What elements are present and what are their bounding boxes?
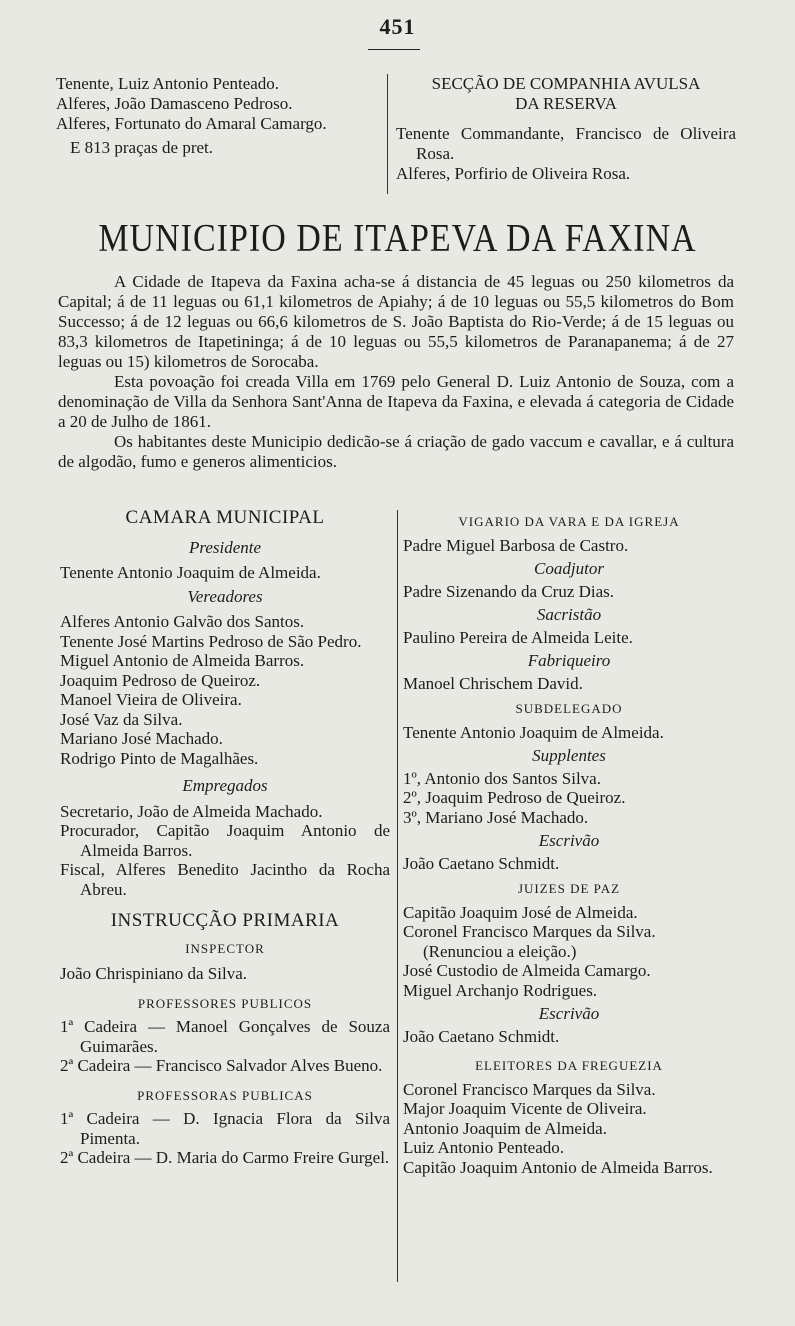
fabriqueiro-name: Manoel Chrischem David. [403, 673, 583, 693]
company-title-line2: DA RESERVA [515, 94, 617, 113]
instruccao-title: INSTRUCÇÃO PRIMARIA [110, 910, 340, 931]
list-item: Alferes Antonio Galvão dos Santos. [60, 612, 305, 631]
supplentes-heading: Supplentes [532, 746, 606, 765]
list-item: 1ª Cadeira — Manoel Gonçalves de Souza Guimarães. [60, 1017, 390, 1056]
list-item: Joaquim Pedroso de Queiroz. [60, 670, 261, 690]
officer-line: Alferes, João Damasceno Pedroso. [56, 94, 293, 113]
list-item: Miguel Archanjo Rodrigues. [403, 980, 598, 1000]
section-title: MUNICIPIO DE ITAPEVA DA FAXINA [98, 217, 697, 260]
inspector-heading: INSPECTOR [185, 940, 265, 956]
list-item: Miguel Antonio de Almeida Barros. [60, 651, 305, 670]
presidente-heading: Presidente [188, 537, 262, 557]
column-divider-bottom [397, 510, 398, 1282]
list-item: Luiz Antonio Penteado. [403, 1138, 565, 1157]
officer-line: Alferes, Fortunato do Amaral Camargo. [56, 114, 327, 133]
list-item: 1º, Antonio dos Santos Silva. [403, 768, 601, 788]
left-column [60, 508, 390, 1168]
fabriqueiro-heading: Fabriqueiro [527, 651, 611, 670]
list-item: Fiscal, Alferes Benedito Jacintho da Rocha Abreu. [60, 860, 390, 899]
sacristao-name: Paulino Pereira de Almeida Leite. [403, 627, 633, 647]
officer-line: Alferes, Porfirio de Oliveira Rosa. [396, 164, 631, 183]
list-item: Procurador, Capitão Joaquim Antonio de Almeida Barros. [60, 821, 390, 860]
vigario-heading: VIGARIO DA VARA E DA IGREJA [458, 514, 680, 529]
sacristao-heading: Sacristão [536, 605, 602, 624]
list-item: Manoel Vieira de Oliveira. [60, 690, 242, 709]
list-item: Coronel Francisco Marques da Silva. [403, 1079, 656, 1099]
list-item: Mariano José Machado. [60, 729, 223, 748]
professoras-heading: PROFESSORAS PUBLICAS [137, 1087, 313, 1103]
list-item: Secretario, João de Almeida Machado. [60, 801, 323, 821]
presidente-name: Tenente Antonio Joaquim de Almeida. [60, 563, 321, 582]
top-right-column [396, 74, 736, 184]
municipality-description [58, 272, 734, 472]
page-number: 451 [379, 14, 416, 39]
list-item: Tenente José Martins Pedroso de São Pedro. [60, 631, 362, 651]
list-item: José Custodio de Almeida Camargo. [403, 961, 651, 980]
coadjutor-name: Padre Sizenando da Cruz Dias. [403, 581, 615, 601]
empregados-heading: Empregados [182, 776, 268, 795]
list-item: 1ª Cadeira — D. Ignacia Flora da Silva Pimenta. [60, 1109, 390, 1148]
top-left-column [56, 74, 378, 158]
list-item: Coronel Francisco Marques da Silva. [403, 922, 656, 941]
escrivao-heading: Escrivão [538, 1004, 600, 1023]
camara-title: CAMARA MUNICIPAL [125, 507, 325, 528]
list-item: Rodrigo Pinto de Magalhães. [60, 748, 259, 768]
column-divider-top [387, 74, 388, 194]
list-item-note: (Renunciou a eleição.) [423, 941, 577, 961]
inspector-name: João Chrispiniano da Silva. [60, 964, 247, 983]
escrivao-name: João Caetano Schmidt. [403, 853, 560, 873]
list-item: José Vaz da Silva. [60, 709, 183, 729]
subdelegado-heading: SUBDELEGADO [515, 701, 623, 716]
list-item: 2ª Cadeira — D. Maria do Carmo Freire Gurgel. [60, 1148, 390, 1167]
eleitores-heading: ELEITORES DA FREGUEZIA [475, 1058, 663, 1073]
description-paragraph: A Cidade de Itapeva da Faxina acha-se á distancia de 45 leguas ou 250 kilometros da Capital; á de 11 leguas ou 61,1 kilometros de Apiahy; á de 10 leguas ou 55,5 kilometros do Bom Successo; á de 12 leguas ou 66,6 kilometros de S. João Baptista do Rio-Verde; á de 15 leguas ou 83,3 kilometros de Itapetininga; á de 10 leguas ou 55,5 kilometros de Paranapanema; á de 27 leguas ou 15) kilometros de Sorocaba. [58, 272, 734, 371]
list-item: 2º, Joaquim Pedroso de Queiroz. [403, 788, 626, 807]
troops-count: E 813 praças de pret. [70, 138, 214, 157]
escrivao-name: João Caetano Schmidt. [403, 1026, 560, 1046]
officer-line: Tenente Commandante, Francisco de Oliveira Rosa. [396, 124, 736, 163]
escrivao-heading: Escrivão [538, 831, 600, 850]
list-item: Antonio Joaquim de Almeida. [403, 1118, 607, 1138]
vigario-name: Padre Miguel Barbosa de Castro. [403, 535, 629, 555]
right-column [403, 508, 735, 1177]
list-item: 2ª Cadeira — Francisco Salvador Alves Bueno. [60, 1056, 383, 1075]
list-item: Capitão Joaquim Antonio de Almeida Barros. [403, 1157, 713, 1177]
description-paragraph: Esta povoação foi creada Villa em 1769 pelo General D. Luiz Antonio de Souza, com a denominação de Villa da Senhora Sant'Anna de Itapeva da Faxina, e elevada á categoria de Cidade a 20 de Julho de 1861. [58, 372, 734, 431]
professores-heading: PROFESSORES PUBLICOS [137, 995, 313, 1011]
coadjutor-heading: Coadjutor [534, 559, 604, 578]
description-paragraph: Os habitantes deste Municipio dedicão-se á criação de gado vaccum e cavallar, e á cultura de algodão, fumo e generos alimenticios. [58, 432, 734, 471]
list-item: Capitão Joaquim José de Almeida. [403, 902, 638, 922]
vereadores-heading: Vereadores [187, 586, 263, 606]
header-rule [368, 49, 420, 50]
company-title-line1: SECÇÃO DE COMPANHIA AVULSA [431, 74, 701, 93]
officer-line: Tenente, Luiz Antonio Penteado. [56, 74, 280, 93]
subdelegado-name: Tenente Antonio Joaquim de Almeida. [403, 722, 664, 742]
list-item: Major Joaquim Vicente de Oliveira. [403, 1099, 647, 1118]
list-item: 3º, Mariano José Machado. [403, 807, 589, 827]
juizes-heading: JUIZES DE PAZ [517, 881, 621, 896]
